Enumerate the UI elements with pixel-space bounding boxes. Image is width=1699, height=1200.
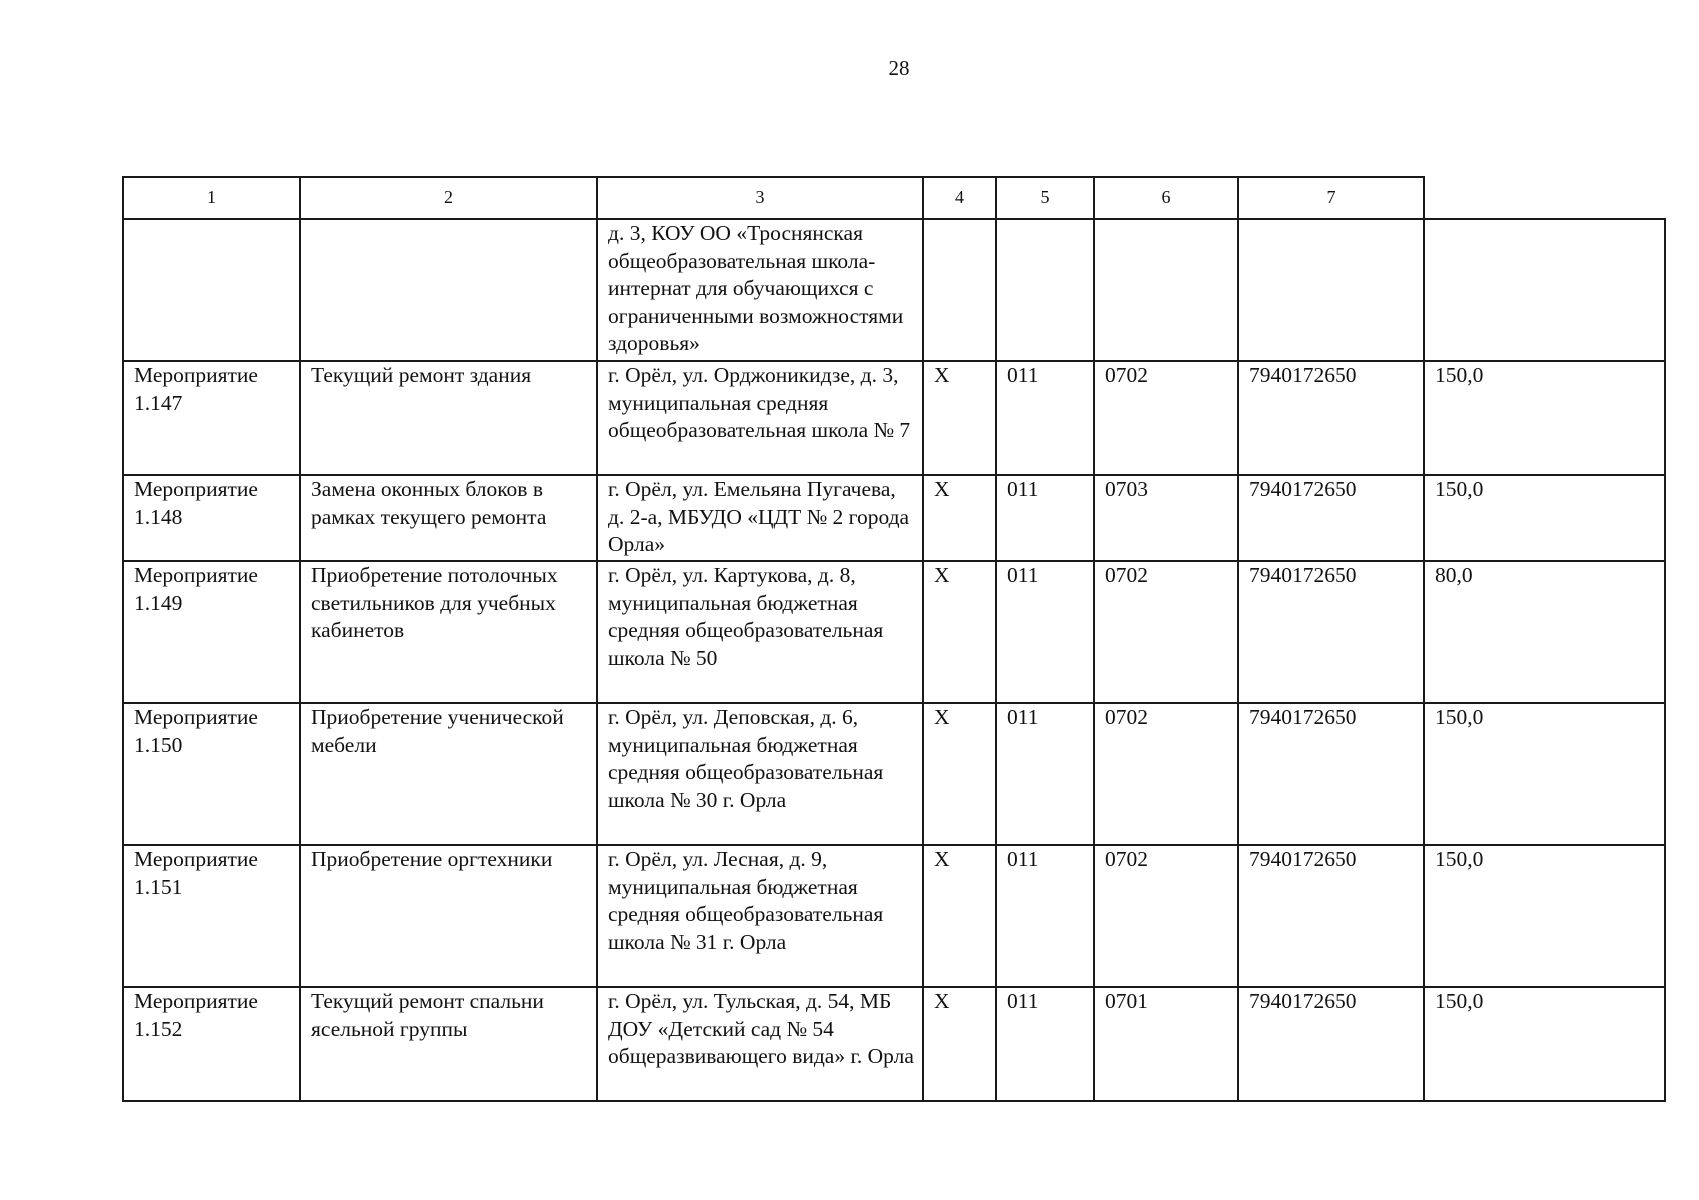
code-cell-5: 0703 [1094, 475, 1238, 561]
work-cell: Замена оконных блоков в рамках текущего ремонта [300, 475, 597, 561]
code-cell-4: 011 [996, 845, 1094, 987]
code-cell-4: 011 [996, 703, 1094, 845]
page-number: 28 [888, 56, 910, 80]
address-cell: г. Орёл, ул. Деповская, д. 6, муниципальная бюджетная средняя общеобразовательная школа № 30 г. Орла [597, 703, 923, 845]
table-row [123, 703, 1665, 845]
mark-cell: Х [923, 475, 996, 561]
table-body [123, 219, 1665, 1101]
address-cell: д. 3, КОУ ОО «Троснянская общеобразовательная школа-интернат для обучающихся с ограниченными возможностями здоровья» [597, 219, 923, 361]
code-cell-5: 0702 [1094, 845, 1238, 987]
code-cell-6: 7940172650 [1238, 475, 1424, 561]
code-cell-5: 0702 [1094, 361, 1238, 475]
table-row [123, 987, 1665, 1101]
work-cell: Текущий ремонт здания [300, 361, 597, 475]
event-cell [123, 219, 300, 361]
code-cell-4 [996, 219, 1094, 361]
address-cell: г. Орёл, ул. Лесная, д. 9, муниципальная бюджетная средняя общеобразовательная школа № 31 г. Орла [597, 845, 923, 987]
table-row [123, 475, 1665, 561]
work-cell: Приобретение потолочных светильников для учебных кабинетов [300, 561, 597, 703]
code-cell-5 [1094, 219, 1238, 361]
work-cell: Приобретение оргтехники [300, 845, 597, 987]
amount-cell: 150,0 [1424, 703, 1665, 845]
table-row [123, 845, 1665, 987]
table-row-continuation [123, 219, 1665, 361]
work-cell [300, 219, 597, 361]
code-cell-6: 7940172650 [1238, 987, 1424, 1101]
column-header-5: 5 [996, 177, 1094, 219]
work-cell: Приобретение ученической мебели [300, 703, 597, 845]
column-header-3: 3 [597, 177, 923, 219]
column-header-2: 2 [300, 177, 597, 219]
mark-cell: Х [923, 561, 996, 703]
code-cell-4: 011 [996, 361, 1094, 475]
amount-cell: 150,0 [1424, 987, 1665, 1101]
column-header-4: 4 [923, 177, 996, 219]
address-cell: г. Орёл, ул. Орджоникидзе, д. 3, муниципальная средняя общеобразовательная школа № 7 [597, 361, 923, 475]
mark-cell: Х [923, 361, 996, 475]
event-cell: Мероприятие 1.149 [123, 561, 300, 703]
code-cell-4: 011 [996, 561, 1094, 703]
header-row [123, 177, 1665, 219]
mark-cell: Х [923, 987, 996, 1101]
code-cell-4: 011 [996, 475, 1094, 561]
code-cell-6: 7940172650 [1238, 361, 1424, 475]
event-cell: Мероприятие 1.152 [123, 987, 300, 1101]
code-cell-6: 7940172650 [1238, 703, 1424, 845]
table-row [123, 561, 1665, 703]
table-header [123, 177, 1665, 219]
address-cell: г. Орёл, ул. Емельяна Пугачева, д. 2-а, МБУДО «ЦДТ № 2 города Орла» [597, 475, 923, 561]
event-cell: Мероприятие 1.150 [123, 703, 300, 845]
code-cell-5: 0702 [1094, 703, 1238, 845]
event-cell: Мероприятие 1.148 [123, 475, 300, 561]
mark-cell: Х [923, 845, 996, 987]
code-cell-5: 0702 [1094, 561, 1238, 703]
program-events-table [122, 176, 1666, 1102]
mark-cell [923, 219, 996, 361]
event-cell: Мероприятие 1.147 [123, 361, 300, 475]
table-row [123, 361, 1665, 475]
code-cell-4: 011 [996, 987, 1094, 1101]
code-cell-6: 7940172650 [1238, 561, 1424, 703]
code-cell-5: 0701 [1094, 987, 1238, 1101]
event-cell: Мероприятие 1.151 [123, 845, 300, 987]
column-header-6: 6 [1094, 177, 1238, 219]
address-cell: г. Орёл, ул. Тульская, д. 54, МБ ДОУ «Детский сад № 54 общеразвивающего вида» г. Орла [597, 987, 923, 1101]
address-cell: г. Орёл, ул. Картукова, д. 8, муниципальная бюджетная средняя общеобразовательная школа № 50 [597, 561, 923, 703]
amount-cell: 150,0 [1424, 361, 1665, 475]
work-cell: Текущий ремонт спальни ясельной группы [300, 987, 597, 1101]
column-header-1: 1 [123, 177, 300, 219]
code-cell-6 [1238, 219, 1424, 361]
amount-cell: 150,0 [1424, 845, 1665, 987]
mark-cell: Х [923, 703, 996, 845]
amount-cell: 150,0 [1424, 475, 1665, 561]
amount-cell [1424, 219, 1665, 361]
column-header-7: 7 [1238, 177, 1424, 219]
code-cell-6: 7940172650 [1238, 845, 1424, 987]
amount-cell: 80,0 [1424, 561, 1665, 703]
